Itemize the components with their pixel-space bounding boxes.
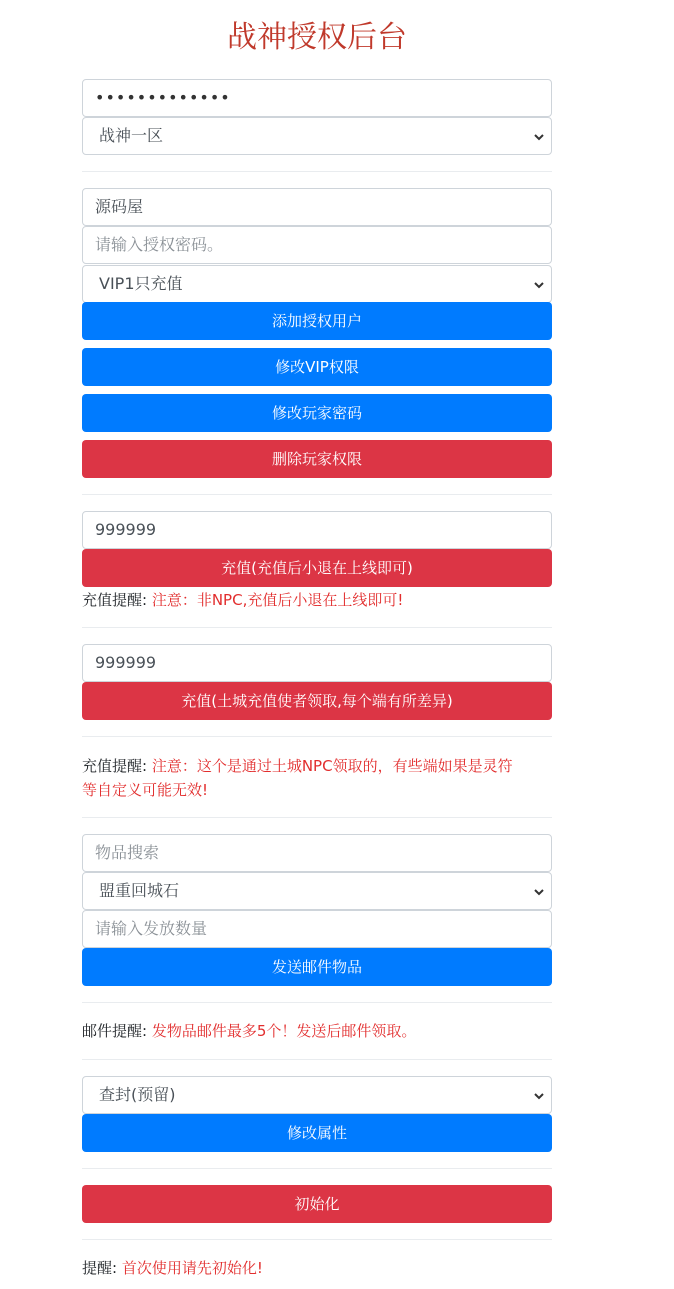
divider — [82, 736, 552, 737]
server-select[interactable] — [82, 117, 552, 155]
username-input[interactable] — [82, 188, 552, 226]
attribute-select-value: 查封(预留) — [99, 1085, 176, 1104]
auth-password-input[interactable] — [82, 226, 552, 264]
admin-password-input[interactable] — [82, 79, 552, 117]
recharge-amount-value: 999999 — [95, 520, 157, 539]
init-note — [82, 1256, 552, 1280]
attribute-select[interactable] — [82, 1076, 552, 1114]
chevron-down-icon — [533, 279, 545, 291]
mail-note — [82, 1019, 552, 1043]
recharge-note — [82, 588, 552, 612]
mail-note-label: 邮件提醒: — [82, 1022, 152, 1040]
vip-select[interactable] — [82, 265, 552, 303]
npc-recharge-note — [82, 754, 552, 802]
item-select[interactable] — [82, 872, 552, 910]
modify-vip-button[interactable]: 修改VIP权限 — [82, 348, 552, 386]
divider — [82, 1168, 552, 1169]
divider — [82, 1002, 552, 1003]
item-search-placeholder: 物品搜索 — [95, 843, 160, 862]
init-note-label: 提醒: — [82, 1259, 122, 1277]
modify-attribute-button[interactable]: 修改属性 — [82, 1114, 552, 1152]
auth-password-placeholder: 请输入授权密码。 — [95, 235, 224, 254]
chevron-down-icon — [533, 1090, 545, 1102]
initialize-button[interactable]: 初始化 — [82, 1185, 552, 1223]
init-note-text: 首次使用请先初始化! — [121, 1259, 263, 1277]
divider — [82, 627, 552, 628]
recharge-note-text: 注意：非NPC,充值后小退在上线即可! — [151, 591, 404, 609]
divider — [82, 494, 552, 495]
item-select-value: 盟重回城石 — [99, 881, 180, 900]
delete-auth-button[interactable]: 删除玩家权限 — [82, 440, 552, 478]
item-quantity-input[interactable] — [82, 910, 552, 948]
add-auth-user-button[interactable]: 添加授权用户 — [82, 302, 552, 340]
password-mask: ••••••••••••• — [95, 88, 231, 107]
npc-recharge-note-line2: 等自定义可能无效! — [82, 781, 209, 799]
username-value: 源码屋 — [95, 197, 144, 216]
send-mail-button[interactable]: 发送邮件物品 — [82, 948, 552, 986]
npc-recharge-note-label: 充值提醒: — [82, 757, 152, 775]
modify-password-button[interactable]: 修改玩家密码 — [82, 394, 552, 432]
recharge-note-label: 充值提醒: — [82, 591, 152, 609]
npc-recharge-amount-input[interactable] — [82, 644, 552, 682]
chevron-down-icon — [533, 886, 545, 898]
mail-note-text: 发物品邮件最多5个！发送后邮件领取。 — [151, 1022, 417, 1040]
vip-select-value: VIP1只充值 — [99, 274, 183, 293]
recharge-button[interactable]: 充值(充值后小退在上线即可) — [82, 549, 552, 587]
recharge-amount-input[interactable] — [82, 511, 552, 549]
chevron-down-icon — [533, 131, 545, 143]
divider — [82, 1059, 552, 1060]
server-select-value: 战神一区 — [99, 126, 164, 145]
npc-recharge-amount-value: 999999 — [95, 653, 157, 672]
npc-recharge-note-line1: 注意：这个是通过土城NPC领取的，有些端如果是灵符 — [151, 757, 513, 775]
item-quantity-placeholder: 请输入发放数量 — [95, 919, 208, 938]
item-search-input[interactable] — [82, 834, 552, 872]
page-title: 战神授权后台 — [227, 20, 407, 55]
divider — [82, 171, 552, 172]
npc-recharge-button[interactable]: 充值(土城充值使者领取,每个端有所差异) — [82, 682, 552, 720]
divider — [82, 1239, 552, 1240]
divider — [82, 817, 552, 818]
